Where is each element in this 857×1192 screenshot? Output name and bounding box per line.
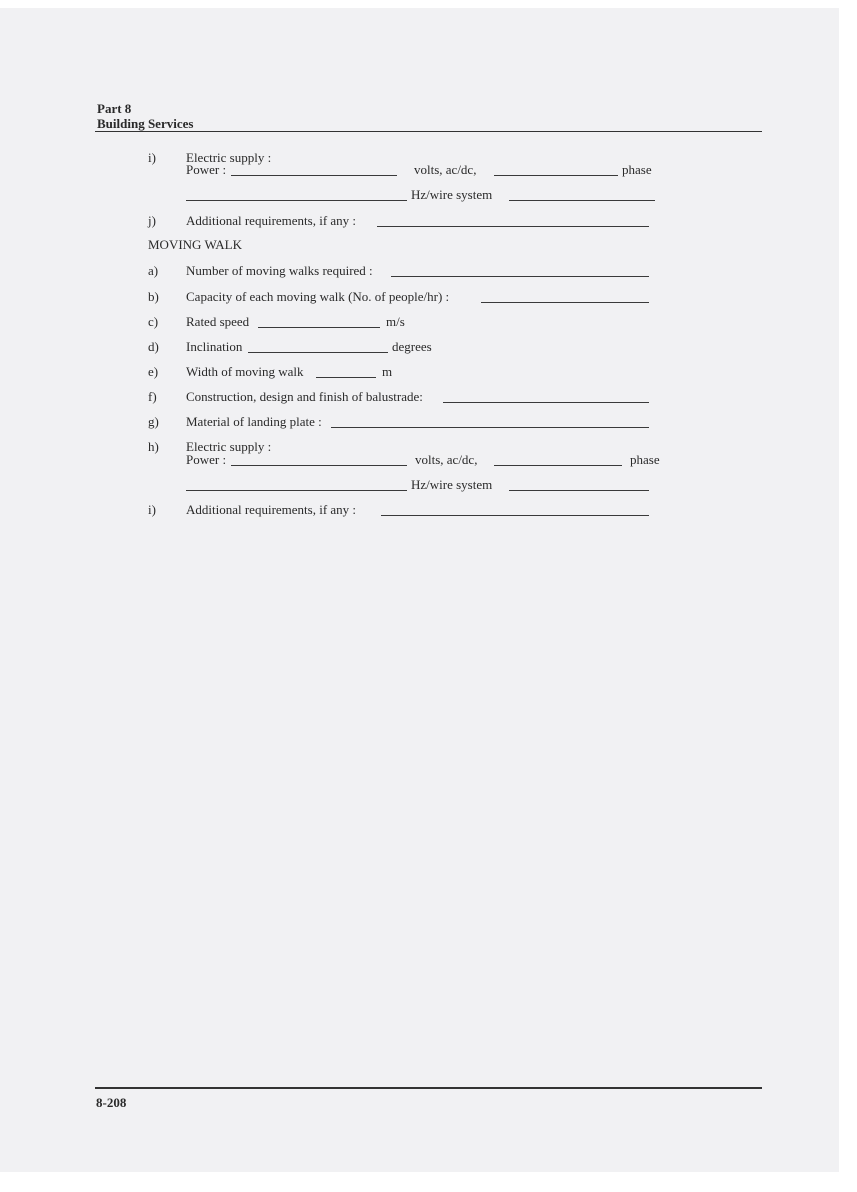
volts-label: volts, ac/dc,	[414, 162, 477, 177]
landing-plate-blank[interactable]	[331, 427, 649, 428]
item-marker: i)	[148, 150, 156, 165]
hz-blank[interactable]	[186, 200, 407, 201]
rated-speed-unit: m/s	[386, 314, 405, 329]
item-marker: g)	[148, 414, 159, 429]
rated-speed-label: Rated speed	[186, 314, 250, 329]
phase-label: phase	[630, 452, 660, 467]
hz-wire-blank[interactable]	[509, 490, 649, 491]
hz-label: Hz/wire system	[411, 187, 493, 202]
electric-supply-label: Electric supply :	[186, 439, 272, 454]
inclination-label: Inclination	[186, 339, 243, 354]
item-marker: f)	[148, 389, 157, 404]
page-number: 8-208	[96, 1095, 127, 1110]
footer-rule	[95, 1087, 762, 1089]
section-heading: MOVING WALK	[148, 237, 243, 252]
balustrade-blank[interactable]	[443, 402, 649, 403]
inclination-blank[interactable]	[248, 352, 388, 353]
volts-label: volts, ac/dc,	[415, 452, 478, 467]
electric-supply-label: Electric supply :	[186, 150, 272, 165]
additional-requirements-label: Additional requirements, if any :	[186, 502, 357, 517]
hz-blank[interactable]	[186, 490, 407, 491]
power-blank[interactable]	[231, 465, 407, 466]
volts-blank[interactable]	[494, 175, 618, 176]
width-label: Width of moving walk	[186, 364, 304, 379]
additional-requirements-blank[interactable]	[381, 515, 649, 516]
section-title: Building Services	[97, 116, 194, 131]
inclination-unit: degrees	[392, 339, 432, 354]
additional-requirements-label: Additional requirements, if any :	[186, 213, 357, 228]
rated-speed-blank[interactable]	[258, 327, 380, 328]
item-marker: h)	[148, 439, 159, 454]
header-rule	[95, 131, 762, 132]
item-marker: a)	[148, 263, 159, 278]
width-blank[interactable]	[316, 377, 376, 378]
item-marker: j)	[148, 213, 156, 228]
power-blank[interactable]	[231, 175, 397, 176]
capacity-blank[interactable]	[481, 302, 649, 303]
landing-plate-label: Material of landing plate :	[186, 414, 322, 429]
item-marker: b)	[148, 289, 159, 304]
part-title: Part 8	[97, 101, 132, 116]
item-marker: e)	[148, 364, 159, 379]
item-marker: c)	[148, 314, 159, 329]
phase-label: phase	[622, 162, 652, 177]
hz-wire-blank[interactable]	[509, 200, 655, 201]
capacity-label: Capacity of each moving walk (No. of people/hr) :	[186, 289, 450, 304]
power-label: Power :	[186, 162, 227, 177]
page-header	[97, 101, 193, 131]
number-of-walks-blank[interactable]	[391, 276, 649, 277]
item-marker: d)	[148, 339, 159, 354]
additional-requirements-blank[interactable]	[377, 226, 649, 227]
volts-blank[interactable]	[494, 465, 622, 466]
item-marker: i)	[148, 502, 156, 517]
width-unit: m	[382, 364, 393, 379]
number-of-walks-label: Number of moving walks required :	[186, 263, 373, 278]
balustrade-label: Construction, design and finish of balustrade:	[186, 389, 423, 404]
power-label: Power :	[186, 452, 227, 467]
hz-label: Hz/wire system	[411, 477, 493, 492]
